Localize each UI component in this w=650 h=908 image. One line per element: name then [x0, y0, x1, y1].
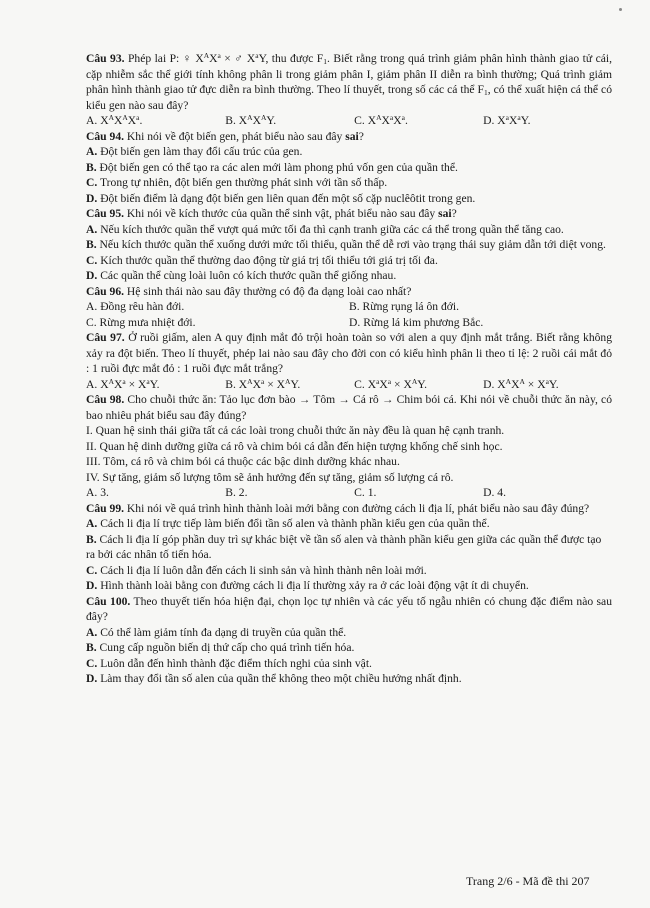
option-text: Các quần thể cùng loài luôn có kích thước quần thể giống nhau.: [100, 269, 397, 282]
answer-option: [225, 377, 354, 393]
option-letter: C.: [86, 176, 98, 189]
option-letter: A.: [86, 300, 98, 313]
option-text: Trong tự nhiên, đột biến gen thường phát sinh với tần số thấp.: [99, 176, 388, 189]
option-letter: D.: [86, 579, 98, 592]
question: [86, 206, 612, 284]
question-number: Câu 100.: [86, 594, 131, 608]
option-letter: D.: [86, 191, 98, 205]
question-text: Phép lai P: ♀ $X^AX^a$ × ♂ $X^aY$, thu được $F_1$. Biết rằng trong quá trình giảm phân hình thành giao tử cái, cặp nhiễm sắc thể giới tính không phân li trong giảm phân I, giảm phân II diễn ra bình thường; Quá trình giảm phân hình thành giao tử đực diễn ra bình thường. Theo lí thuyết, trong số các cá thể $F_1$, có thể xuất hiện cá thể có kiểu gen nào sau đây?: [86, 51, 612, 112]
answer-option: [225, 113, 354, 129]
answer-option: [349, 299, 612, 315]
answer-option: [86, 377, 225, 393]
option-text: 2.: [238, 486, 248, 499]
statement: III. Tôm, cá rô và chim bói cá thuộc các bậc dinh dưỡng khác nhau.: [86, 455, 400, 468]
question: [86, 284, 612, 331]
question-number: Câu 93.: [86, 52, 125, 65]
question-text: Ở ruồi giấm, alen A quy định mắt đỏ trội hoàn toàn so với alen a quy định mắt trắng. Biết rằng không xảy ra đột biến. Theo lí thuyết, phép lai nào sau đây cho đời con có kiểu hình phân li theo tỉ lệ: 2 ruồi cái mắt đỏ : 1 ruồi đực mắt đỏ : 1 ruồi đực mắt trắng?: [86, 331, 613, 375]
answer-option: [86, 253, 612, 269]
question-text: Khi nói về kích thước của quần thể sinh vật, phát biểu nào sau đây sai?: [124, 207, 457, 220]
option-letter: A.: [86, 517, 98, 530]
answer-option: [86, 299, 349, 315]
option-text: 4.: [497, 486, 506, 499]
question: [86, 392, 612, 501]
answer-option: [86, 113, 225, 129]
answer-option: [86, 222, 612, 238]
answer-option: [86, 532, 612, 563]
answer-option: [86, 485, 225, 501]
option-letter: C.: [86, 253, 98, 267]
option-letter: A.: [86, 114, 98, 127]
option-letter: C.: [86, 656, 98, 670]
page-footer: Trang 2/6 - Mã đề thi 207: [466, 874, 590, 888]
option-letter: C.: [354, 486, 365, 499]
option-text: $X^AX^AX^a$.: [100, 113, 143, 127]
scan-speck: [619, 8, 622, 11]
answer-option: [86, 175, 612, 191]
option-letter: A.: [86, 377, 98, 391]
option-letter: A.: [86, 625, 98, 639]
option-text: $X^AX^a \times X^AY$.: [238, 376, 301, 391]
answer-option: [86, 516, 612, 532]
answer-option: [86, 268, 612, 284]
option-text: Cách li địa lí luôn dẫn đến cách li sinh sản và hình thành nên loài mới.: [100, 563, 427, 577]
option-letter: B.: [225, 486, 236, 499]
option-text: Cách li địa lí trực tiếp làm biến đổi tần số alen và thành phần kiểu gen của quần thể.: [100, 517, 490, 530]
option-letter: A.: [86, 222, 98, 236]
answer-option: [354, 377, 483, 393]
option-letter: C.: [86, 563, 98, 577]
statement: II. Quan hệ dinh dưỡng giữa cá rô và chim bói cá dẫn đến hiện tượng khống chế sinh học.: [86, 439, 503, 453]
answer-option: [86, 315, 349, 331]
option-letter: D.: [483, 114, 495, 127]
option-letter: D.: [483, 486, 495, 499]
option-text: 1.: [367, 486, 377, 499]
options-row: [86, 377, 612, 393]
option-text: Rừng mưa nhiệt đới.: [99, 315, 196, 329]
option-text: Cách li địa lí góp phần duy trì sự khác biệt về tần số alen và thành phần kiểu gen giữa các quần thể được tạo ra bởi các nhân tố tiến hóa.: [86, 532, 602, 561]
question-number: Câu 98.: [86, 393, 125, 406]
question-stem: [86, 206, 612, 222]
option-text: $X^AX^a \times X^aY$.: [100, 376, 160, 391]
options-row: [86, 485, 612, 501]
option-text: $X^AX^A \times X^aY$.: [497, 376, 559, 391]
question-text: Hệ sinh thái nào sau đây thường có độ đa dạng loài cao nhất?: [124, 284, 412, 298]
option-letter: B.: [225, 114, 236, 127]
question: [86, 594, 612, 687]
question: [86, 501, 612, 594]
question-stem: [86, 129, 612, 145]
question: [86, 129, 612, 207]
answer-option: [86, 578, 612, 594]
option-letter: B.: [225, 377, 236, 391]
option-text: Nếu kích thước quần thể vượt quá mức tối đa thì cạnh tranh giữa các cá thể trong quần thể tăng cao.: [100, 222, 564, 236]
answer-option: [354, 113, 483, 129]
question-stem: [86, 51, 612, 113]
answer-option: [86, 160, 612, 176]
option-letter: D.: [349, 315, 361, 329]
question-number: Câu 97.: [86, 331, 125, 344]
option-text: Đột biến điểm là dạng đột biến gen liên quan đến một số cặp nuclêôtit trong gen.: [100, 191, 476, 205]
option-text: Cung cấp nguồn biến dị thứ cấp cho quá trình tiến hóa.: [99, 641, 355, 654]
option-letter: A.: [86, 145, 98, 158]
statement: IV. Sự tăng, giảm số lượng tôm sẽ ảnh hưởng đến sự tăng, giảm số lượng cá rô.: [86, 470, 454, 484]
option-text: Luôn dẫn đến hình thành đặc điểm thích nghi của sinh vật.: [100, 656, 372, 670]
option-text: Đồng rêu hàn đới.: [100, 300, 185, 313]
question: [86, 51, 612, 129]
question-number: Câu 94.: [86, 129, 125, 143]
option-text: Làm thay đổi tần số alen của quần thể không theo một chiều hướng nhất định.: [100, 672, 462, 685]
answer-option: [349, 315, 612, 331]
answer-option: [86, 640, 612, 656]
question-stem: [86, 501, 612, 517]
answer-option: [86, 563, 612, 579]
statement: I. Quan hệ sinh thái giữa tất cả các loài trong chuỗi thức ăn này đều là quan hệ cạnh tranh.: [86, 424, 505, 437]
answer-option: [86, 625, 612, 641]
options-row: [86, 315, 612, 331]
option-text: Kích thước quần thể thường dao động từ giá trị tối thiểu tới giá trị tối đa.: [100, 253, 438, 267]
options-row: [86, 113, 612, 129]
answer-option: [86, 671, 612, 687]
option-text: Có thể làm giảm tính đa dạng di truyền của quần thể.: [100, 625, 347, 639]
answer-option: [86, 656, 612, 672]
option-text: Đột biến gen làm thay đổi cấu trúc của gen.: [100, 145, 303, 158]
question-text: Khi nói về đột biến gen, phát biểu nào sau đây sai?: [124, 129, 364, 143]
option-text: $X^aX^a \times X^AY$.: [367, 376, 428, 391]
question-text: Theo thuyết tiến hóa hiện đại, chọn lọc tự nhiên và các yếu tố ngẫu nhiên có chung đặc điểm nào sau đây?: [86, 594, 612, 623]
question-text: Cho chuỗi thức ăn: Tảo lục đơn bào → Tôm → Cá rô → Chim bói cá. Khi nói về chuỗi thức ăn này, có bao nhiêu phát biểu sau đây đúng?: [86, 393, 612, 422]
answer-option: [86, 237, 612, 253]
option-text: $X^aX^aY$.: [497, 113, 531, 127]
answer-option: [483, 377, 612, 393]
option-letter: B.: [349, 300, 360, 313]
question-stem: [86, 594, 612, 625]
option-text: $X^AX^AY$.: [238, 113, 277, 127]
answer-option: [225, 485, 354, 501]
answer-option: [86, 191, 612, 207]
option-letter: D.: [86, 269, 98, 282]
answer-option: [354, 485, 483, 501]
option-text: 3.: [100, 486, 109, 499]
option-text: Rừng rụng lá ôn đới.: [362, 300, 460, 313]
option-letter: D.: [483, 377, 495, 391]
option-text: Hình thành loài bằng con đường cách li địa lí thường xảy ra ở các loài động vật ít di chuyển.: [100, 579, 529, 592]
option-letter: D.: [86, 672, 98, 685]
option-letter: A.: [86, 486, 98, 499]
answer-option: [86, 144, 612, 160]
option-text: $X^AX^aX^a$.: [367, 113, 408, 127]
option-letter: C.: [354, 377, 365, 391]
question-text: Khi nói về quá trình hình thành loài mới bằng con đường cách li địa lí, phát biểu nào sau đây đúng?: [124, 501, 590, 515]
question: [86, 330, 612, 392]
option-text: Rừng lá kim phương Bắc.: [363, 315, 484, 329]
question-stem: [86, 330, 612, 377]
option-letter: B.: [86, 238, 97, 251]
option-letter: B.: [86, 532, 97, 546]
answer-option: [483, 113, 612, 129]
question-number: Câu 99.: [86, 501, 125, 515]
question-list: [86, 51, 612, 687]
options-row: [86, 299, 612, 315]
answer-option: [483, 485, 612, 501]
option-letter: C.: [86, 315, 97, 329]
option-letter: B.: [86, 641, 97, 654]
question-number: Câu 95.: [86, 207, 125, 220]
option-letter: B.: [86, 160, 97, 174]
option-text: Nếu kích thước quần thể xuống dưới mức tối thiểu, quần thể dễ rơi vào trạng thái suy giảm dẫn tới diệt vong.: [99, 238, 606, 251]
question-stem: [86, 284, 612, 300]
question-stem: [86, 392, 612, 423]
option-letter: C.: [354, 114, 365, 127]
option-text: Đột biến gen có thể tạo ra các alen mới làm phong phú vốn gen của quần thể.: [99, 160, 458, 174]
question-number: Câu 96.: [86, 284, 125, 298]
